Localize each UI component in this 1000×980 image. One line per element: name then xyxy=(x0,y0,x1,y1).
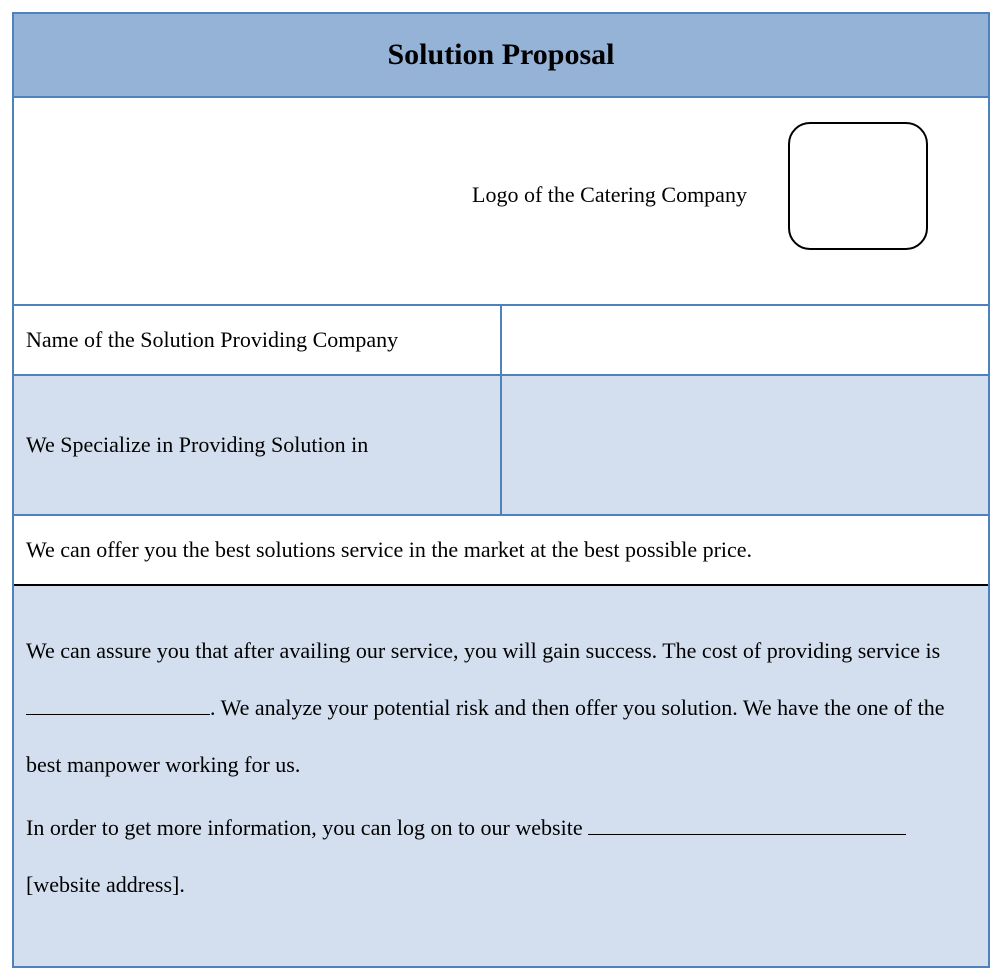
body-p1-part2: . We analyze your potential risk and then offer you solution. We have the one of the best manpower working for us. xyxy=(26,695,945,777)
logo-label: Logo of the Catering Company xyxy=(472,182,747,207)
body-p2-part2: [website address]. xyxy=(26,872,185,897)
body-paragraph-1 xyxy=(26,622,968,793)
specialization-row xyxy=(14,376,988,516)
body-p2-part1: In order to get more information, you can log on to our website xyxy=(26,815,583,840)
offer-row xyxy=(14,516,988,586)
company-name-row xyxy=(14,306,988,376)
body-p1-part1: We can assure you that after availing our service, you will gain success. The cost of providing service is xyxy=(26,638,941,663)
company-name-label: Name of the Solution Providing Company xyxy=(26,327,399,352)
specialization-label: We Specialize in Providing Solution in xyxy=(26,432,369,457)
offer-text: We can offer you the best solutions service in the market at the best possible price. xyxy=(26,537,753,562)
logo-placeholder[interactable] xyxy=(788,122,928,250)
specialization-label-cell xyxy=(14,376,502,514)
company-name-label-cell xyxy=(14,306,502,374)
company-name-field[interactable] xyxy=(502,306,988,374)
specialization-field[interactable] xyxy=(502,376,988,514)
title-bar xyxy=(14,14,988,98)
body-section xyxy=(14,586,988,966)
body-paragraph-2 xyxy=(26,799,968,913)
page-title: Solution Proposal xyxy=(387,38,615,71)
proposal-form xyxy=(12,12,990,968)
website-blank[interactable] xyxy=(588,814,906,835)
cost-blank[interactable] xyxy=(26,694,210,715)
logo-row xyxy=(14,98,988,306)
